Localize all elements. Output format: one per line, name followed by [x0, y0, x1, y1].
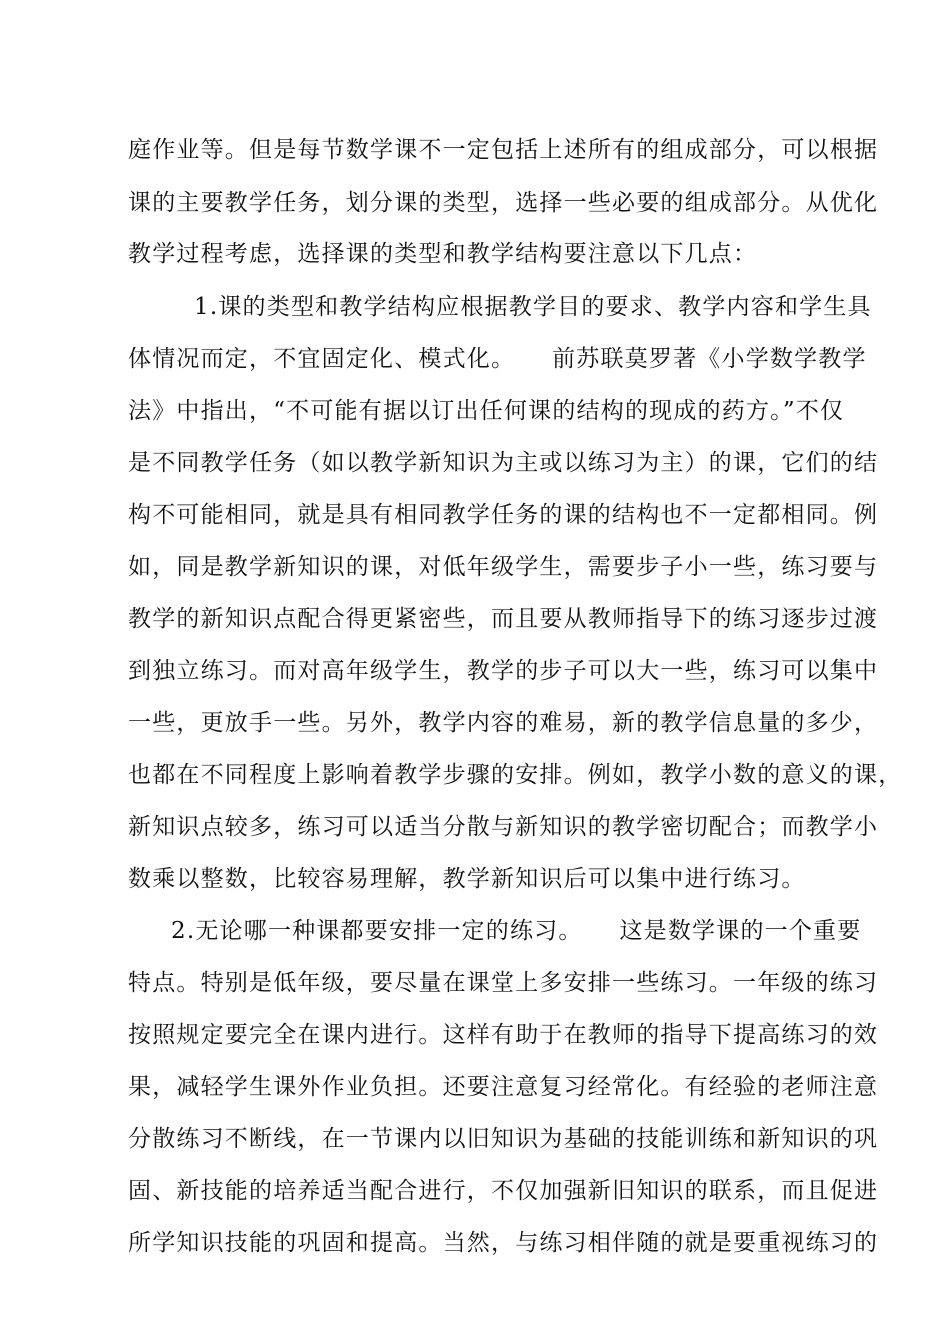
body-text-line: 体情况而定，不宜固定化、模式化。 前苏联莫罗著《小学数学教学	[128, 346, 867, 372]
body-text-line: 教学的新知识点配合得更紧密些，而且要从教师指导下的练习逐步过渡	[128, 606, 879, 632]
body-text-line: 课的主要教学任务，划分课的类型，选择一些必要的组成部分。从优化	[128, 190, 879, 216]
body-text-line: 一些，更放手一些。另外，教学内容的难易，新的教学信息量的多少，	[128, 710, 879, 736]
body-text-line: 构不可能相同，就是具有相同教学任务的课的结构也不一定都相同。例	[128, 502, 879, 528]
body-text-line: 到独立练习。而对高年级学生，教学的步子可以大一些，练习可以集中	[128, 658, 879, 684]
body-text-line: 固、新技能的培养适当配合进行，不仅加强新旧知识的联系，而且促进	[128, 1178, 879, 1204]
body-text-line: 所学知识技能的巩固和提高。当然，与练习相伴随的就是要重视练习的	[128, 1230, 879, 1256]
body-text-line: 如，同是教学新知识的课，对低年级学生，需要步子小一些，练习要与	[128, 554, 879, 580]
body-text-line: 果，减轻学生课外作业负担。还要注意复习经常化。有经验的老师注意	[128, 1074, 879, 1100]
body-text-line: 也都在不同程度上影响着教学步骤的安排。例如，教学小数的意义的课，	[128, 762, 903, 788]
body-text-line: 特点。特别是低年级，要尽量在课堂上多安排一些练习。一年级的练习	[128, 970, 879, 996]
body-text-line: 庭作业等。但是每节数学课不一定包括上述所有的组成部分，可以根据	[128, 137, 879, 163]
list-item-2-line: 2.无论哪一种课都要安排一定的练习。 这是数学课的一个重要	[171, 918, 862, 944]
body-text-line: 按照规定要完全在课内进行。这样有助于在教师的指导下提高练习的效	[128, 1022, 879, 1048]
body-text-line: 新知识点较多，练习可以适当分散与新知识的教学密切配合；而教学小	[128, 814, 879, 840]
body-text-line: 分散练习不断线，在一节课内以旧知识为基础的技能训练和新知识的巩	[128, 1126, 879, 1152]
body-text-line: 数乘以整数，比较容易理解，教学新知识后可以集中进行练习。	[128, 866, 806, 892]
body-text-line: 是不同教学任务（如以教学新知识为主或以练习为主）的课，它们的结	[128, 450, 879, 476]
body-text-line: 法》中指出，“不可能有据以订出任何课的结构的现成的药方。”不仅	[128, 398, 845, 424]
list-item-1-line: 1.课的类型和教学结构应根据教学目的要求、教学内容和学生具	[194, 294, 872, 320]
body-text-line: 教学过程考虑，选择课的类型和教学结构要注意以下几点：	[128, 241, 758, 267]
